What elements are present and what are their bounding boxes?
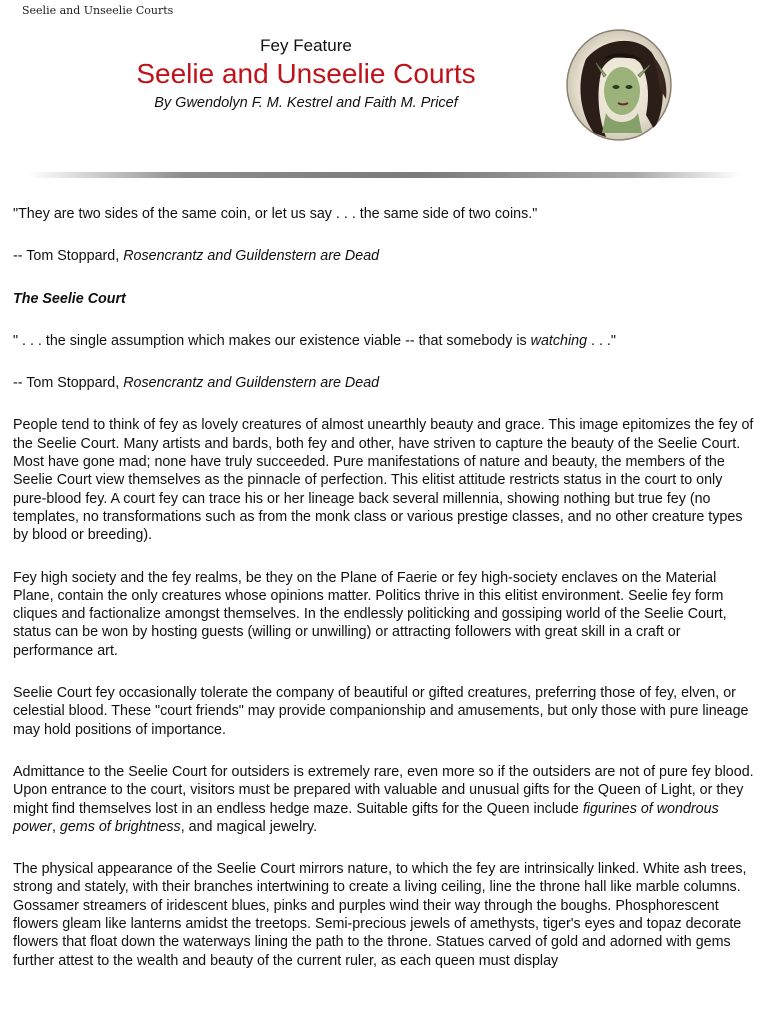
fey-portrait-image [566,29,672,141]
attribution-prefix: -- Tom Stoppard, [13,375,124,392]
article-kicker-wrap [0,36,612,56]
section-epigraph-attribution [13,374,755,392]
body-paragraph: People tend to think of fey as lovely creatures of almost unearthly beauty and grace. This image epitomizes the fey of the Seelie Court. Many artists and bards, both fey and other, have striven to capture the beauty of the Seelie Court. Most have gone mad; none have truly succeeded. Pure manifestations of nature and beauty, the members of the Seelie Court view themselves as the pinnacle of perfection. This elitist attitude restricts status in the court to only pure-blood fey. A court fey can trace his or her lineage back several millennia, showing nothing but true fey (no templates, no transformations such as from the monk class or various prestige classes, and no other creature types by blood or breeding). [13,417,754,544]
article-byline: By Gwendolyn F. M. Kestrel and Faith M. Pricef [154,95,458,111]
body-paragraph: Seelie Court fey occasionally tolerate the company of beautiful or gifted creatures, preferring those of fey, elven, or celestial blood. These "court friends" may provide companionship and amusements, but only those with pure lineage may hold positions of importance. [13,685,749,738]
quote-text-a: " . . . the single assumption which makes our existence viable -- that somebody is [13,332,531,349]
epigraph-quote: "They are two sides of the same coin, or let us say . . . the same side of two coins." [13,206,538,222]
item-name: figurines of wondrous power [13,800,719,835]
article-body [13,205,755,994]
section-heading: The Seelie Court [13,290,126,307]
epigraph-attribution [13,247,755,265]
body-paragraph: Fey high society and the fey realms, be they on the Plane of Faerie or fey high-society enclaves on the Material Plane, contain the only creatures whose opinions matter. Politics thrive in this elitist environment. Seelie fey form cliques and factionalize amongst themselves. In the endlessly politicking and gossiping world of the Seelie Court, status can be won by hosting guests (willing or unwilling) or attracting followers with great skill in a craft or performance art. [13,569,727,659]
attribution-work: Rosencrantz and Guildenstern are Dead [123,375,380,392]
quote-emphasis: watching [530,332,588,349]
separator: , [51,818,60,835]
article-kicker: Fey Feature [260,36,352,55]
body-paragraph: The physical appearance of the Seelie Court mirrors nature, to which the fey are intrinsically linked. White ash trees, strong and stately, with their branches intertwining to create a living ceiling, line the throne hall like marble columns. Gossamer streamers of iridescent blues, pinks and purples wind their way through the boughs. Phosphorescent flowers gleam like lanterns amidst the treetops. Semi-precious jewels of amethysts, tiger's eyes and topaz decorate flowers that float down the waterways lining the path to the throne. Statues carved of gold and adorned with gems further attest to the wealth and beauty of the current ruler, as each queen must display [13,861,747,969]
attribution-work: Rosencrantz and Guildenstern are Dead [123,248,380,265]
item-name: gems of brightness [59,818,181,835]
running-head: Seelie and Unseelie Courts [22,4,174,17]
section-epigraph-quote [13,332,755,350]
paragraph-text: Admittance to the Seelie Court for outsiders is extremely rare, even more so if the outsiders are not of pure fey blood. Upon entrance to the court, visitors must be prepared with valuable and unusual gifts for the Queen of Light, or they might find themselves lost in an endless hedge maze. Suitable gifts for the Queen include [13,763,754,817]
attribution-prefix: -- Tom Stoppard, [13,248,124,265]
article-title: Seelie and Unseelie Courts [136,58,476,89]
quote-text-b: . . ." [587,332,616,349]
body-paragraph [13,763,755,836]
paragraph-text: , and magical jewelry. [180,818,318,835]
header-divider [28,172,740,178]
